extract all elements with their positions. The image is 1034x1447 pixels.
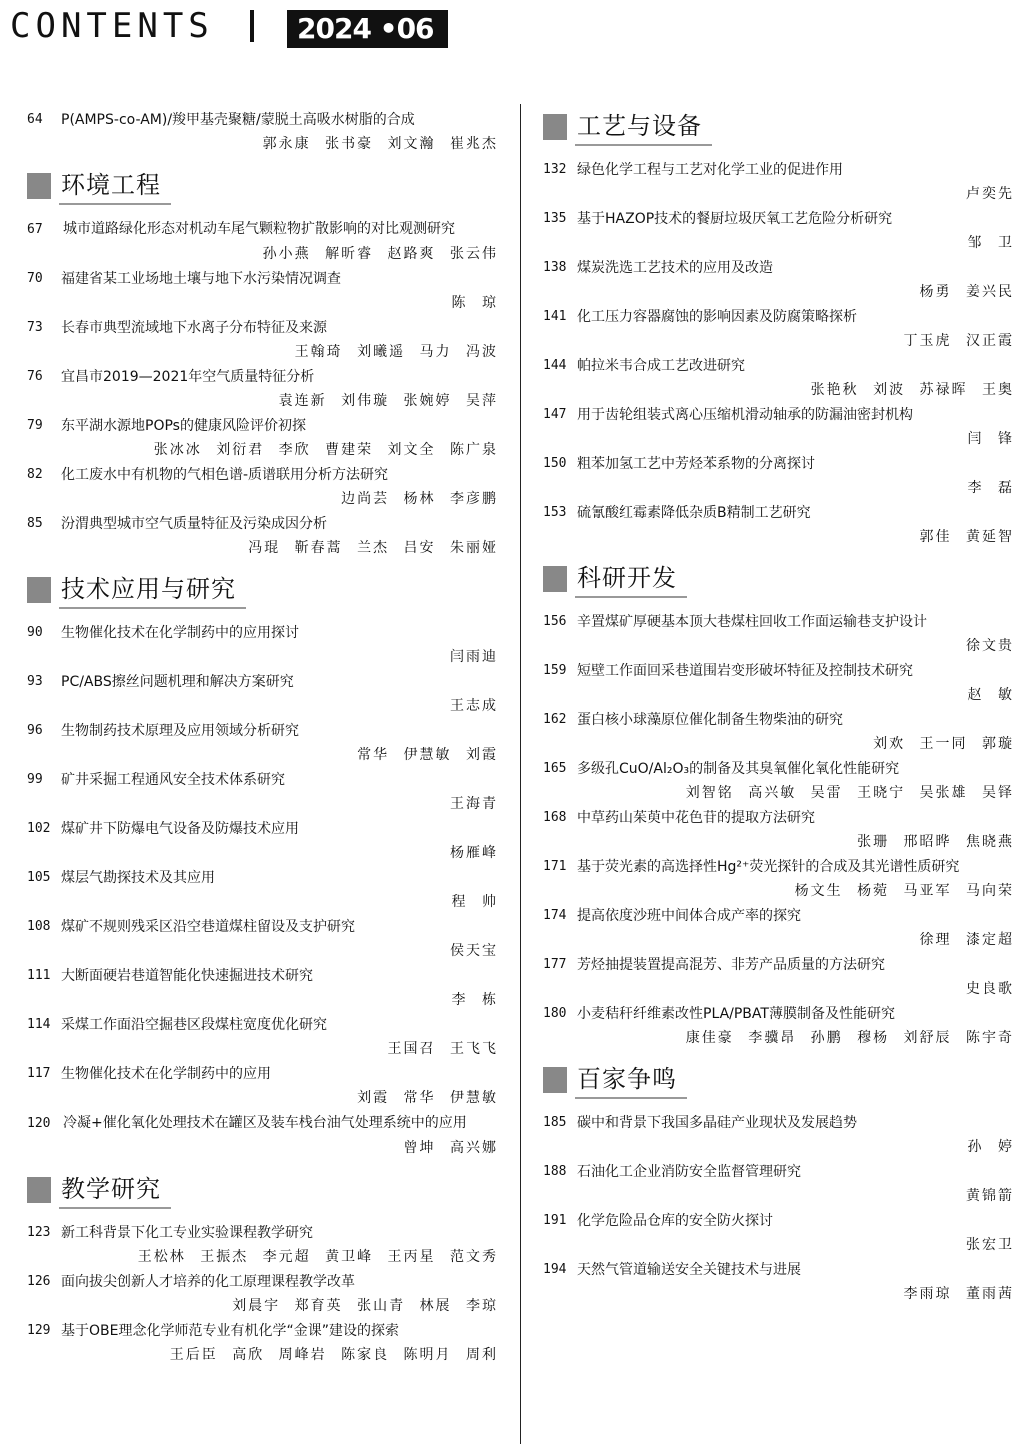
contents-heading: CONTENTS	[10, 6, 214, 46]
column-divider	[520, 104, 521, 1444]
article-entry	[27, 414, 498, 463]
article-authors: 闫 锋	[967, 431, 1014, 447]
article-authors: 冯琨 靳春蒿 兰杰 吕安 朱丽娅	[248, 540, 498, 556]
article-title[interactable]: 冷凝+催化氧化处理技术在罐区及装车栈台油气处理系统中的应用	[63, 1115, 467, 1131]
article-entry	[543, 452, 1014, 501]
article-entry	[543, 501, 1014, 550]
section-marker-icon	[543, 566, 567, 592]
page-number: 111	[27, 968, 51, 983]
article-title[interactable]: 化工压力容器腐蚀的影响因素及防腐策略探析	[577, 309, 857, 325]
page-number: 82	[27, 467, 43, 482]
page-number: 117	[27, 1066, 51, 1081]
article-authors: 徐理 漆定超	[919, 932, 1014, 948]
article-title[interactable]: 汾渭典型城市空气质量特征及污染成因分析	[61, 516, 327, 532]
page-number: 90	[27, 625, 43, 640]
article-authors: 王志成	[450, 698, 498, 714]
article-entry	[543, 256, 1014, 305]
page-number: 168	[543, 810, 567, 825]
article-authors: 郭永康 张书豪 刘文瀚 崔兆杰	[262, 136, 498, 152]
article-title[interactable]: 中草药山茱萸中花色苷的提取方法研究	[577, 810, 815, 826]
article-title[interactable]: 蛋白核小球藻原位催化制备生物柴油的研究	[577, 712, 843, 728]
page-number: 188	[543, 1164, 567, 1179]
page-number: 123	[27, 1225, 51, 1240]
article-entry	[27, 1319, 498, 1368]
article-entry	[27, 365, 498, 414]
issue-badge: 2024 •06	[287, 10, 448, 48]
section-marker-icon	[27, 173, 51, 199]
page-number: 156	[543, 614, 567, 629]
article-title[interactable]: 基于OBE理念化学师范专业有机化学“金课”建设的探索	[61, 1323, 399, 1339]
article-entry	[27, 866, 498, 915]
article-entry	[543, 1258, 1014, 1307]
page-number: 147	[543, 407, 567, 422]
article-entry	[543, 610, 1014, 659]
article-entry	[543, 403, 1014, 452]
section-rnd	[543, 560, 1014, 1051]
article-authors: 刘智铭 高兴敏 吴雷 王晓宁 吴张雄 吴铎	[685, 785, 1014, 801]
page-number: 174	[543, 908, 567, 923]
article-authors: 王后臣 高欣 周峰岩 陈家良 陈明月 周利	[169, 1347, 498, 1363]
section-marker-icon	[27, 577, 51, 603]
article-entry	[543, 659, 1014, 708]
section-title: 技术应用与研究	[59, 571, 246, 609]
page-number: 99	[27, 772, 43, 787]
page-number: 70	[27, 271, 43, 286]
article-title[interactable]: 东平湖水源地POPs的健康风险评价初探	[61, 418, 306, 434]
article-title[interactable]: 石油化工企业消防安全监督管理研究	[577, 1164, 801, 1180]
article-authors: 康佳豪 李骥昂 孙鹏 穆杨 刘舒辰 陈宇奇	[685, 1030, 1014, 1046]
article-title[interactable]: 辛置煤矿厚硬基本顶大巷煤柱回收工作面运输巷支护设计	[577, 614, 927, 630]
article-entry	[543, 708, 1014, 757]
article-authors: 孙 婷	[967, 1139, 1014, 1155]
section-forum	[543, 1061, 1014, 1307]
page-number: 96	[27, 723, 43, 738]
right-column	[543, 108, 1014, 1307]
article-title[interactable]: 面向拔尖创新人才培养的化工原理课程教学改革	[61, 1274, 355, 1290]
article-title[interactable]: 矿井采掘工程通风安全技术体系研究	[61, 772, 285, 788]
article-authors: 李 磊	[967, 480, 1014, 496]
article-authors: 刘晨宇 郑育英 张山青 林展 李琼	[232, 1298, 498, 1314]
article-entry	[27, 1111, 498, 1161]
article-entry	[27, 512, 498, 561]
article-title[interactable]: 煤矿不规则残采区沿空巷道煤柱留设及支护研究	[61, 919, 355, 935]
article-entry	[27, 817, 498, 866]
page-number: 141	[543, 309, 567, 324]
article-entry	[543, 757, 1014, 806]
article-entry	[543, 904, 1014, 953]
separator-bar	[250, 10, 254, 42]
article-authors: 杨雁峰	[450, 845, 498, 861]
article-authors: 王松林 王振杰 李元超 黄卫峰 王丙星 范文秀	[137, 1249, 498, 1265]
article-entry	[27, 463, 498, 512]
article-authors: 王海青	[450, 796, 498, 812]
article-authors: 张珊 邢昭晔 焦晓燕	[857, 834, 1014, 850]
article-title[interactable]: 硫氰酸红霉素降低杂质B精制工艺研究	[577, 505, 811, 521]
article-entry	[543, 1111, 1014, 1160]
article-authors: 黄锦箭	[966, 1188, 1014, 1204]
article-entry	[27, 1013, 498, 1062]
section-title: 环境工程	[59, 167, 171, 205]
page-number: 153	[543, 505, 567, 520]
section-title: 科研开发	[575, 560, 687, 598]
article-title[interactable]: 多级孔CuO/Al₂O₃的制备及其臭氧催化氧化性能研究	[577, 761, 900, 777]
section-header	[543, 108, 1014, 146]
article-authors: 闫雨迪	[450, 649, 498, 665]
article-title[interactable]: 帕拉米韦合成工艺改进研究	[577, 358, 745, 374]
left-column	[27, 108, 498, 1368]
page-number: 108	[27, 919, 51, 934]
page-number: 150	[543, 456, 567, 471]
page-number: 135	[543, 211, 567, 226]
section-title: 百家争鸣	[575, 1061, 687, 1099]
article-authors: 张宏卫	[966, 1237, 1014, 1253]
section-marker-icon	[27, 1177, 51, 1203]
article-entry	[543, 158, 1014, 207]
article-entry	[543, 354, 1014, 403]
section-env	[27, 167, 498, 561]
article-entry	[27, 964, 498, 1013]
article-title[interactable]: 芳烃抽提装置提高混芳、非芳产品质量的方法研究	[577, 957, 885, 973]
article-title[interactable]: PC/ABS擦丝问题机理和解决方案研究	[61, 674, 294, 690]
article-authors: 赵 敏	[967, 687, 1014, 703]
page-number: 162	[543, 712, 567, 727]
article-title[interactable]: P(AMPS-co-AM)/羧甲基壳聚糖/蒙脱土高吸水树脂的合成	[61, 112, 415, 128]
article-title[interactable]: 小麦秸秆纤维素改性PLA/PBAT薄膜制备及性能研究	[577, 1006, 895, 1022]
article-entry	[27, 915, 498, 964]
article-entry	[27, 1221, 498, 1270]
page-number: 67	[27, 222, 43, 237]
article-entry	[27, 768, 498, 817]
article-authors: 侯天宝	[450, 943, 498, 959]
article-title[interactable]: 长春市典型流域地下水离子分布特征及来源	[61, 320, 327, 336]
article-entry	[543, 953, 1014, 1002]
article-title[interactable]: 城市道路绿化形态对机动车尾气颗粒物扩散影响的对比观测研究	[63, 221, 455, 237]
page-number: 194	[543, 1262, 567, 1277]
article-title[interactable]: 福建省某工业场地土壤与地下水污染情况调查	[61, 271, 341, 287]
article-title[interactable]: 煤矿井下防爆电气设备及防爆技术应用	[61, 821, 299, 837]
article-entry	[27, 217, 498, 267]
section-tech	[27, 571, 498, 1161]
page-number: 85	[27, 516, 43, 531]
article-authors: 孙小燕 解昕睿 赵路爽 张云伟	[262, 246, 498, 262]
page-number: 191	[543, 1213, 567, 1228]
article-title[interactable]: 基于荧光素的高选择性Hg²⁺荧光探针的合成及其光谱性质研究	[577, 859, 960, 875]
page-number: 185	[543, 1115, 567, 1130]
page-number: 93	[27, 674, 43, 689]
section-process	[543, 108, 1014, 550]
section-title: 教学研究	[59, 1171, 171, 1209]
article-entry	[543, 207, 1014, 256]
article-title[interactable]: 绿色化学工程与工艺对化学工业的促进作用	[577, 162, 843, 178]
article-entry	[27, 621, 498, 670]
article-title[interactable]: 生物制药技术原理及应用领域分析研究	[61, 723, 299, 739]
section-header	[543, 1061, 1014, 1099]
article-authors: 李雨琼 董雨茜	[903, 1286, 1014, 1302]
article-entry	[543, 855, 1014, 904]
article-title[interactable]: 生物催化技术在化学制药中的应用探讨	[61, 625, 299, 641]
article-title[interactable]: 大断面硬岩巷道智能化快速掘进技术研究	[61, 968, 313, 984]
article-entry	[27, 719, 498, 768]
article-authors: 张艳秋 刘波 苏禄晖 王奥	[810, 382, 1014, 398]
section-header	[543, 560, 1014, 598]
article-entry	[27, 670, 498, 719]
article-authors: 卢奕先	[966, 186, 1014, 202]
article-title[interactable]: 采煤工作面沿空掘巷区段煤柱宽度优化研究	[61, 1017, 327, 1033]
article-authors: 常华 伊慧敏 刘霞	[357, 747, 498, 763]
page-number: 105	[27, 870, 51, 885]
page-number: 165	[543, 761, 567, 776]
page-number: 73	[27, 320, 43, 335]
article-authors: 王国召 王飞飞	[387, 1041, 498, 1057]
page-number: 129	[27, 1323, 51, 1338]
section-marker-icon	[543, 114, 567, 140]
page-number: 102	[27, 821, 51, 836]
section-header	[27, 571, 498, 609]
article-authors: 徐文贵	[966, 638, 1014, 654]
article-entry	[543, 1209, 1014, 1258]
article-entry	[543, 1160, 1014, 1209]
article-authors: 边尚芸 杨林 李彦鹏	[341, 491, 498, 507]
article-authors: 张冰冰 刘衍君 李欣 曹建荣 刘文全 陈广泉	[153, 442, 498, 458]
article-entry	[27, 1270, 498, 1319]
article-title[interactable]: 天然气管道输送安全关键技术与进展	[577, 1262, 801, 1278]
page-number: 177	[543, 957, 567, 972]
article-authors: 史良歌	[966, 981, 1014, 997]
page-number: 171	[543, 859, 567, 874]
page-number: 120	[27, 1116, 51, 1131]
article-title[interactable]: 提高依度沙班中间体合成产率的探究	[577, 908, 801, 924]
article-title[interactable]: 宜昌市2019—2021年空气质量特征分析	[61, 369, 315, 385]
article-entry	[27, 267, 498, 316]
article-authors: 袁连新 刘伟璇 张婉婷 吴萍	[278, 393, 498, 409]
page-number: 64	[27, 112, 43, 127]
article-authors: 杨文生 杨菀 马亚军 马向荣	[794, 883, 1014, 899]
page-number: 79	[27, 418, 43, 433]
article-title[interactable]: 化学危险品仓库的安全防火探讨	[577, 1213, 773, 1229]
article-title[interactable]: 化工废水中有机物的气相色谱-质谱联用分析方法研究	[61, 467, 389, 483]
article-title[interactable]: 新工科背景下化工专业实验课程教学研究	[61, 1225, 313, 1241]
section-header	[27, 167, 498, 205]
article-title[interactable]: 用于齿轮组装式离心压缩机滑动轴承的防漏油密封机构	[577, 407, 913, 423]
section-teach	[27, 1171, 498, 1368]
page-number: 180	[543, 1006, 567, 1021]
section-marker-icon	[543, 1067, 567, 1093]
article-authors: 杨勇 姜兴民	[919, 284, 1014, 300]
article-title[interactable]: 煤层气勘探技术及其应用	[61, 870, 215, 886]
page-header	[10, 6, 1024, 48]
article-authors: 陈 琼	[451, 295, 498, 311]
article-entry	[27, 316, 498, 365]
article-entry	[27, 108, 498, 157]
page-number: 126	[27, 1274, 51, 1289]
page-number: 159	[543, 663, 567, 678]
article-entry	[543, 806, 1014, 855]
article-title[interactable]: 粗苯加氢工艺中芳烃苯系物的分离探讨	[577, 456, 815, 472]
page-number: 76	[27, 369, 43, 384]
article-title[interactable]: 煤炭洗选工艺技术的应用及改造	[577, 260, 773, 276]
article-entry	[543, 1002, 1014, 1051]
article-authors: 邹 卫	[967, 235, 1014, 251]
page-number: 132	[543, 162, 567, 177]
article-title[interactable]: 短壁工作面回采巷道围岩变形破坏特征及控制技术研究	[577, 663, 913, 679]
article-authors: 刘欢 王一同 郭璇	[873, 736, 1014, 752]
section-header	[27, 1171, 498, 1209]
article-title[interactable]: 碳中和背景下我国多晶硅产业现状及发展趋势	[577, 1115, 857, 1131]
article-authors: 曾坤 高兴娜	[403, 1140, 498, 1156]
article-title[interactable]: 基于HAZOP技术的餐厨垃圾厌氧工艺危险分析研究	[577, 211, 893, 227]
article-authors: 郭佳 黄延智	[919, 529, 1014, 545]
article-authors: 王翰琦 刘曦遥 马力 冯波	[294, 344, 498, 360]
page-number: 138	[543, 260, 567, 275]
article-entry	[27, 1062, 498, 1111]
article-authors: 丁玉虎 汉正霞	[903, 333, 1014, 349]
article-authors: 李 栋	[451, 992, 498, 1008]
page-number: 144	[543, 358, 567, 373]
page-number: 114	[27, 1017, 51, 1032]
article-authors: 刘霞 常华 伊慧敏	[357, 1090, 498, 1106]
article-entry	[543, 305, 1014, 354]
article-authors: 程 帅	[451, 894, 498, 910]
section-title: 工艺与设备	[575, 108, 712, 146]
article-title[interactable]: 生物催化技术在化学制药中的应用	[61, 1066, 271, 1082]
